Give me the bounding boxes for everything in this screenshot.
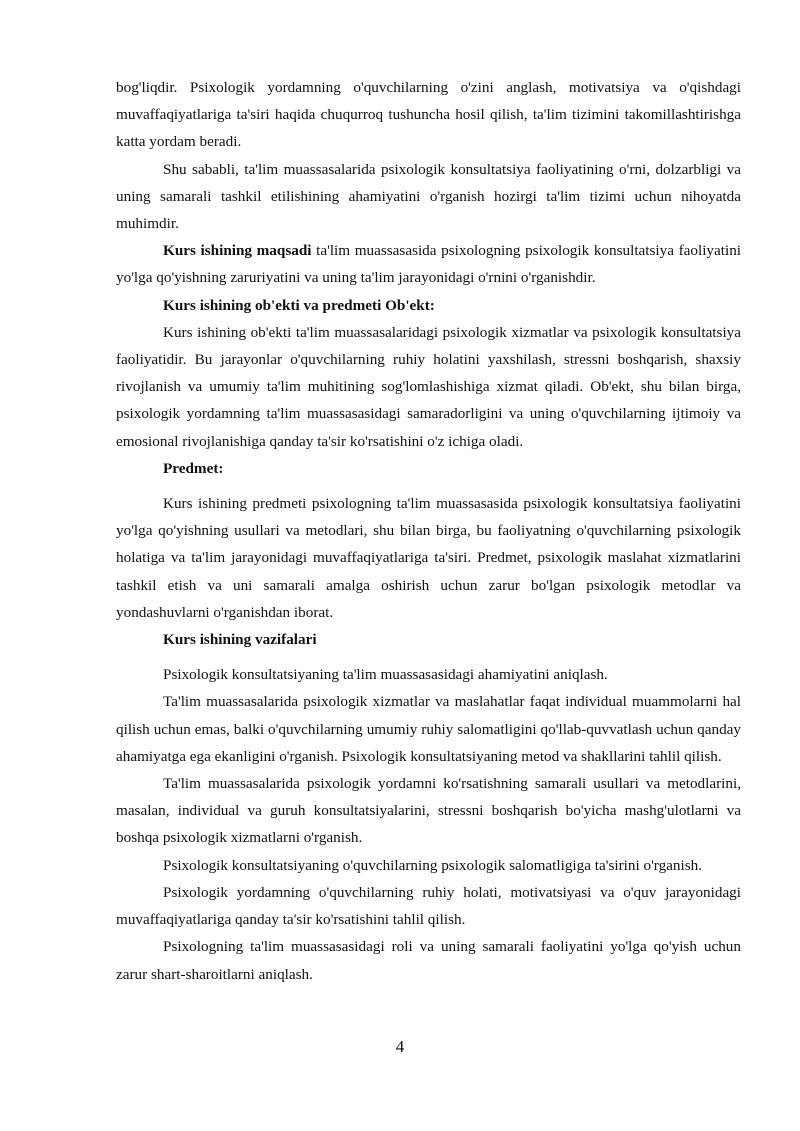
object-heading: Kurs ishining ob'ekti va predmeti Ob'ekt:	[163, 296, 435, 314]
paragraph-goal	[116, 237, 741, 291]
task-item: Ta'lim muassasalarida psixologik yordamni ko'rsatishning samarali usullari va metodlarini, masalan, individual va guruh konsultatsiyalarini, stressni boshqarish bo'yicha mashg'ulotlarni va boshqa psixologik xizmatlarni o'rganish.	[116, 775, 741, 847]
paragraph-object: Kurs ishining ob'ekti ta'lim muassasalaridagi psixologik xizmatlar va psixologik konsultatsiya faoliyatidir. Bu jarayonlar o'quvchilarning ruhiy holatini yaxshilash, stressni boshqarish, shaxsiy rivojlanish va umumiy ta'lim muhitining sog'lomlashishiga xizmat qiladi. Ob'ekt, shu bilan birga, psixologik yordamning ta'lim muassasasidagi samaradorligini va uning o'quvchilarning ijtimoiy va emosional rivojlanishiga qanday ta'sir ko'rsatishini o'z ichiga oladi.	[116, 323, 741, 450]
paragraph-continuation: bog'liqdir. Psixologik yordamning o'quvchilarning o'zini anglash, motivatsiya va o'qishdagi muvaffaqiyatlariga ta'siri haqida chuqurroq tushuncha hosil qilish, ta'lim tizimini takomillashtirishga katta yordam beradi.	[116, 79, 741, 151]
page-number: 4	[395, 1037, 405, 1056]
task-item: Psixologning ta'lim muassasasidagi roli va uning samarali faoliyatini yo'lga qo'yish uchun zarur shart-sharoitlarni aniqlash.	[116, 938, 741, 983]
tasks-heading: Kurs ishining vazifalari	[163, 631, 317, 649]
task-item: Ta'lim muassasalarida psixologik xizmatlar va maslahatlar faqat individual muammolarni hal qilish uchun emas, balki o'quvchilarning umumiy ruhiy salomatligini qo'llab-quvvatlash uchun qanday ahamiyatga ega ekanligini o'rganish. Psixologik konsultatsiyaning metod va shakllarini tahlil qilish.	[116, 693, 741, 765]
goal-label: Kurs ishining maqsadi	[163, 242, 312, 260]
task-item: Psixologik yordamning o'quvchilarning ruhiy holati, motivatsiyasi va o'quv jarayonidagi muvaffaqiyatlariga qanday ta'sir ko'rsatishini tahlil qilish.	[116, 883, 741, 929]
goal-text: ta'lim muassasasida psixologning psixologik konsultatsiya faoliyatini yo'lga qo'yishning zaruriyatini va uning ta'lim jarayonidagi o'rnini o'rganishdir.	[116, 242, 742, 287]
document-page	[116, 74, 741, 988]
subject-heading: Predmet:	[163, 459, 224, 477]
task-item: Psixologik konsultatsiyaning o'quvchilarning psixologik salomatligiga ta'sirini o'rganish.	[163, 856, 703, 874]
paragraph-subject: Kurs ishining predmeti psixologning ta'lim muassasasida psixologik konsultatsiya faoliyatini yo'lga qo'yishning usullari va metodlari, shu bilan birga, bu faoliyatning o'quvchilarning psixologik holatiga va ta'lim jarayonidagi muvaffaqiyatlariga ta'siri. Predmet, psixologik maslahat xizmatlarini tashkil etish va uni samarali amalga oshirish uchun zarur bo'lgan psixologik metodlar va yondashuvlarni o'rganishdan iborat.	[116, 495, 741, 621]
paragraph-relevance: Shu sababli, ta'lim muassasalarida psixologik konsultatsiya faoliyatining o'rni, dolzarbligi va uning samarali tashkil etilishining ahamiyatini o'rganish hozirgi ta'lim tizimi uchun nihoyatda muhimdir.	[116, 160, 741, 233]
task-item: Psixologik konsultatsiyaning ta'lim muassasasidagi ahamiyatini aniqlash.	[163, 666, 608, 684]
